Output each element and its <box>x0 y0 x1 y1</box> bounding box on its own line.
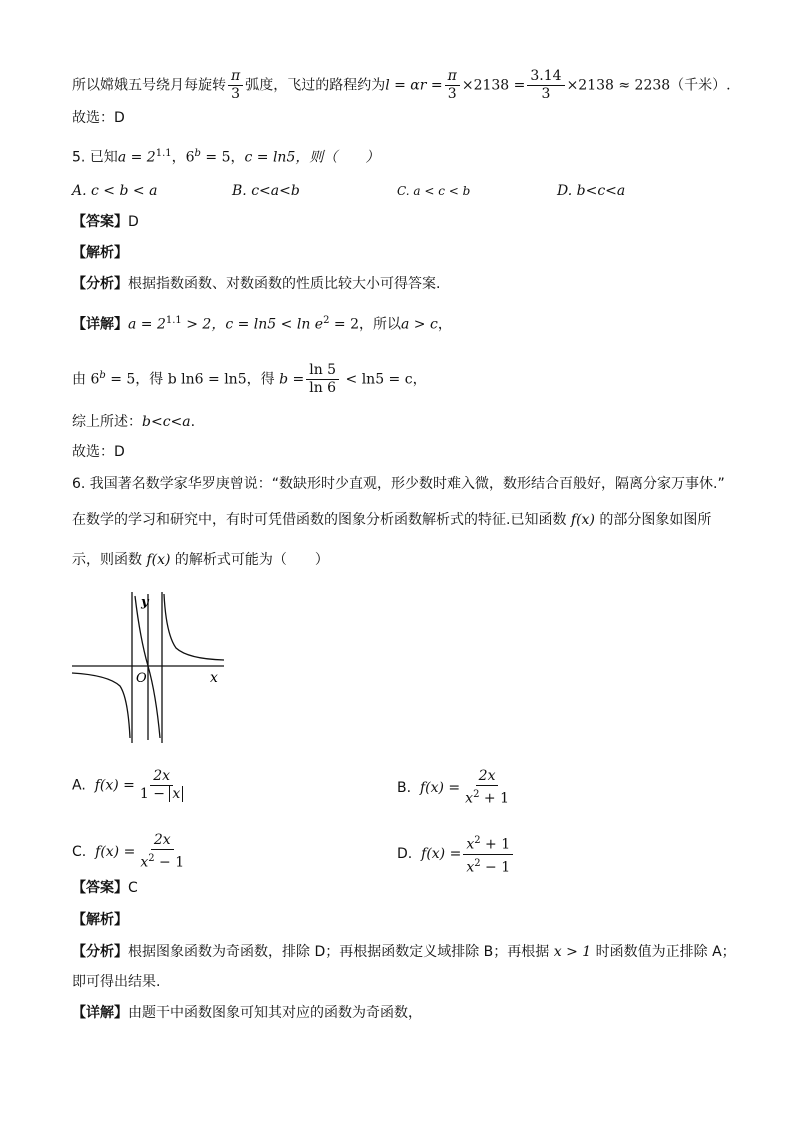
answer-value: D <box>128 214 139 230</box>
answer-5 <box>72 212 139 232</box>
option-6b <box>397 768 514 808</box>
analysis-6b: 即可得出结果. <box>72 974 161 990</box>
formula-b: 6 <box>185 149 195 166</box>
function-graph <box>68 588 233 748</box>
detail-5a <box>72 311 452 335</box>
text: 示，则函数 <box>72 552 147 568</box>
tag: 【详解】 <box>72 1005 128 1021</box>
analysis-5 <box>72 274 440 294</box>
denominator-rest: − 1 <box>154 854 185 871</box>
exponent: 1.1 <box>155 148 172 159</box>
numerator: 2x <box>151 832 174 850</box>
exponent: 2 <box>148 853 155 864</box>
line-arc-length <box>72 68 731 103</box>
exponent: b <box>194 148 201 159</box>
formula: x > 1 <box>553 944 592 960</box>
numerator: π <box>228 68 243 86</box>
fraction <box>137 768 186 803</box>
formula-c: c = ln5，则（ ） <box>244 149 380 166</box>
text: 的解析式可能为（ ） <box>170 552 329 568</box>
option-5d: D. b<c<a <box>557 183 626 199</box>
denominator: 1 − <box>139 786 170 802</box>
branch-left <box>72 673 130 738</box>
option-5c: C. a < c < b <box>397 184 471 198</box>
formula: ×2138 = <box>461 77 526 94</box>
formula: 由 6 <box>72 371 100 388</box>
branch-right <box>164 594 224 660</box>
choose-line-5: 故选：D <box>72 444 125 460</box>
formula: f(x) <box>146 552 171 568</box>
formula: > 2，c = ln5 < ln e <box>181 316 324 333</box>
exponent: b <box>99 369 106 381</box>
formula: f(x) <box>570 512 595 528</box>
formula: = 5，得 b ln6 = ln5，得 <box>105 371 280 388</box>
text: . <box>190 414 196 430</box>
denominator: 3 <box>447 86 457 102</box>
text: = 5， <box>200 149 245 166</box>
answer-value: C <box>128 880 138 896</box>
text: 所以嫦娥五号绕月每旋转 <box>72 77 226 94</box>
text: 综上所述： <box>72 414 142 430</box>
exponent: 1.1 <box>165 315 182 326</box>
formula: l = αr = <box>385 77 443 94</box>
numerator: π <box>445 68 460 86</box>
numerator: 2x <box>150 768 173 786</box>
formula-a: a = 2 <box>117 149 156 166</box>
tag: 【详解】 <box>72 316 128 333</box>
question-5-stem <box>72 144 379 168</box>
text: = 2，所以 <box>329 316 401 333</box>
detail-6 <box>72 1003 422 1023</box>
answer-6 <box>72 878 138 898</box>
fraction-pi-3 <box>228 68 243 103</box>
numerator: 2x <box>476 768 499 786</box>
numerator: x <box>466 836 475 853</box>
formula: a > c <box>401 316 438 333</box>
option-6a <box>72 768 188 803</box>
origin-label: O <box>136 671 147 686</box>
denominator: ln 6 <box>309 380 337 396</box>
denominator-rest: + 1 <box>479 790 509 807</box>
option-6d <box>397 832 515 876</box>
exponent: 2 <box>323 315 330 326</box>
text: 根据指数函数、对数函数的性质比较大小可得答案. <box>128 276 441 292</box>
formula: f(x) = <box>95 843 136 860</box>
option-5b: B. c<a<b <box>232 183 300 199</box>
formula: f(x) = <box>421 846 462 863</box>
text: ， <box>437 316 452 333</box>
denominator: 3 <box>231 86 241 102</box>
fraction <box>463 832 513 876</box>
text: 5. 已知 <box>72 149 118 166</box>
detail-5b <box>72 362 427 397</box>
y-label: y <box>141 595 149 610</box>
denominator: x <box>140 854 149 871</box>
numerator: ln 5 <box>306 362 339 380</box>
option-6c <box>72 832 189 872</box>
text: 时函数值为正排除 A； <box>591 944 736 960</box>
summary-5 <box>72 412 195 432</box>
fraction <box>462 768 512 808</box>
analysis-heading-6: 【解析】 <box>72 912 128 928</box>
question-6-line3 <box>72 550 329 570</box>
analysis-heading: 【解析】 <box>72 245 128 261</box>
fraction <box>137 832 187 872</box>
fraction-ln5-ln6 <box>306 362 339 397</box>
denominator: x <box>466 859 475 876</box>
formula: f(x) = <box>419 779 461 796</box>
formula: b<c<a <box>142 414 191 430</box>
fraction-pi-3 <box>445 68 460 103</box>
text: ， <box>171 149 186 166</box>
exponent: 2 <box>474 857 481 869</box>
text: 由题干中函数图象可知其对应的函数为奇函数， <box>128 1005 422 1021</box>
text: 弧度，飞过的路程约为 <box>245 77 386 94</box>
text: 根据图象函数为奇函数，排除 D；再根据函数定义域排除 B；再根据 <box>128 944 554 960</box>
text: 的部分图象如图所 <box>594 512 712 528</box>
abs-value: x <box>169 786 183 802</box>
numerator: 3.14 <box>527 68 564 86</box>
choose-line: 故选：D <box>72 110 125 126</box>
denominator-rest: − 1 <box>480 859 511 876</box>
analysis-6a <box>72 942 736 962</box>
formula: a = 2 <box>128 316 166 333</box>
numerator-rest: + 1 <box>480 836 511 853</box>
tag: 【分析】 <box>72 276 128 292</box>
formula: b = <box>279 371 305 388</box>
formula: f(x) = <box>94 777 135 794</box>
formula: ×2138 ≈ 2238（千米）. <box>566 77 731 94</box>
answer-tag: 【答案】 <box>72 880 128 896</box>
tag: 【分析】 <box>72 944 128 960</box>
exponent: 2 <box>473 789 480 800</box>
option-label: D. <box>397 846 413 863</box>
x-label: x <box>210 670 218 686</box>
question-6-line2 <box>72 510 711 530</box>
fraction-314-3 <box>527 68 564 103</box>
option-label: B. <box>397 779 412 796</box>
exponent: 2 <box>474 835 481 846</box>
answer-tag: 【答案】 <box>72 214 128 230</box>
denominator: 3 <box>541 86 551 102</box>
denominator: x <box>465 790 474 807</box>
question-6-line1: 6. 我国著名数学家华罗庚曾说：“数缺形时少直观，形少数时难入微，数形结合百般好，隔离分家万事休.” <box>72 476 725 492</box>
option-5a: A. c < b < a <box>72 183 158 199</box>
option-label: A. <box>72 777 86 794</box>
text: 在数学的学习和研究中，有时可凭借函数的图象分析函数解析式的特征.已知函数 <box>72 512 571 528</box>
option-label: C. <box>72 843 87 860</box>
formula: < ln5 = c， <box>341 371 427 388</box>
